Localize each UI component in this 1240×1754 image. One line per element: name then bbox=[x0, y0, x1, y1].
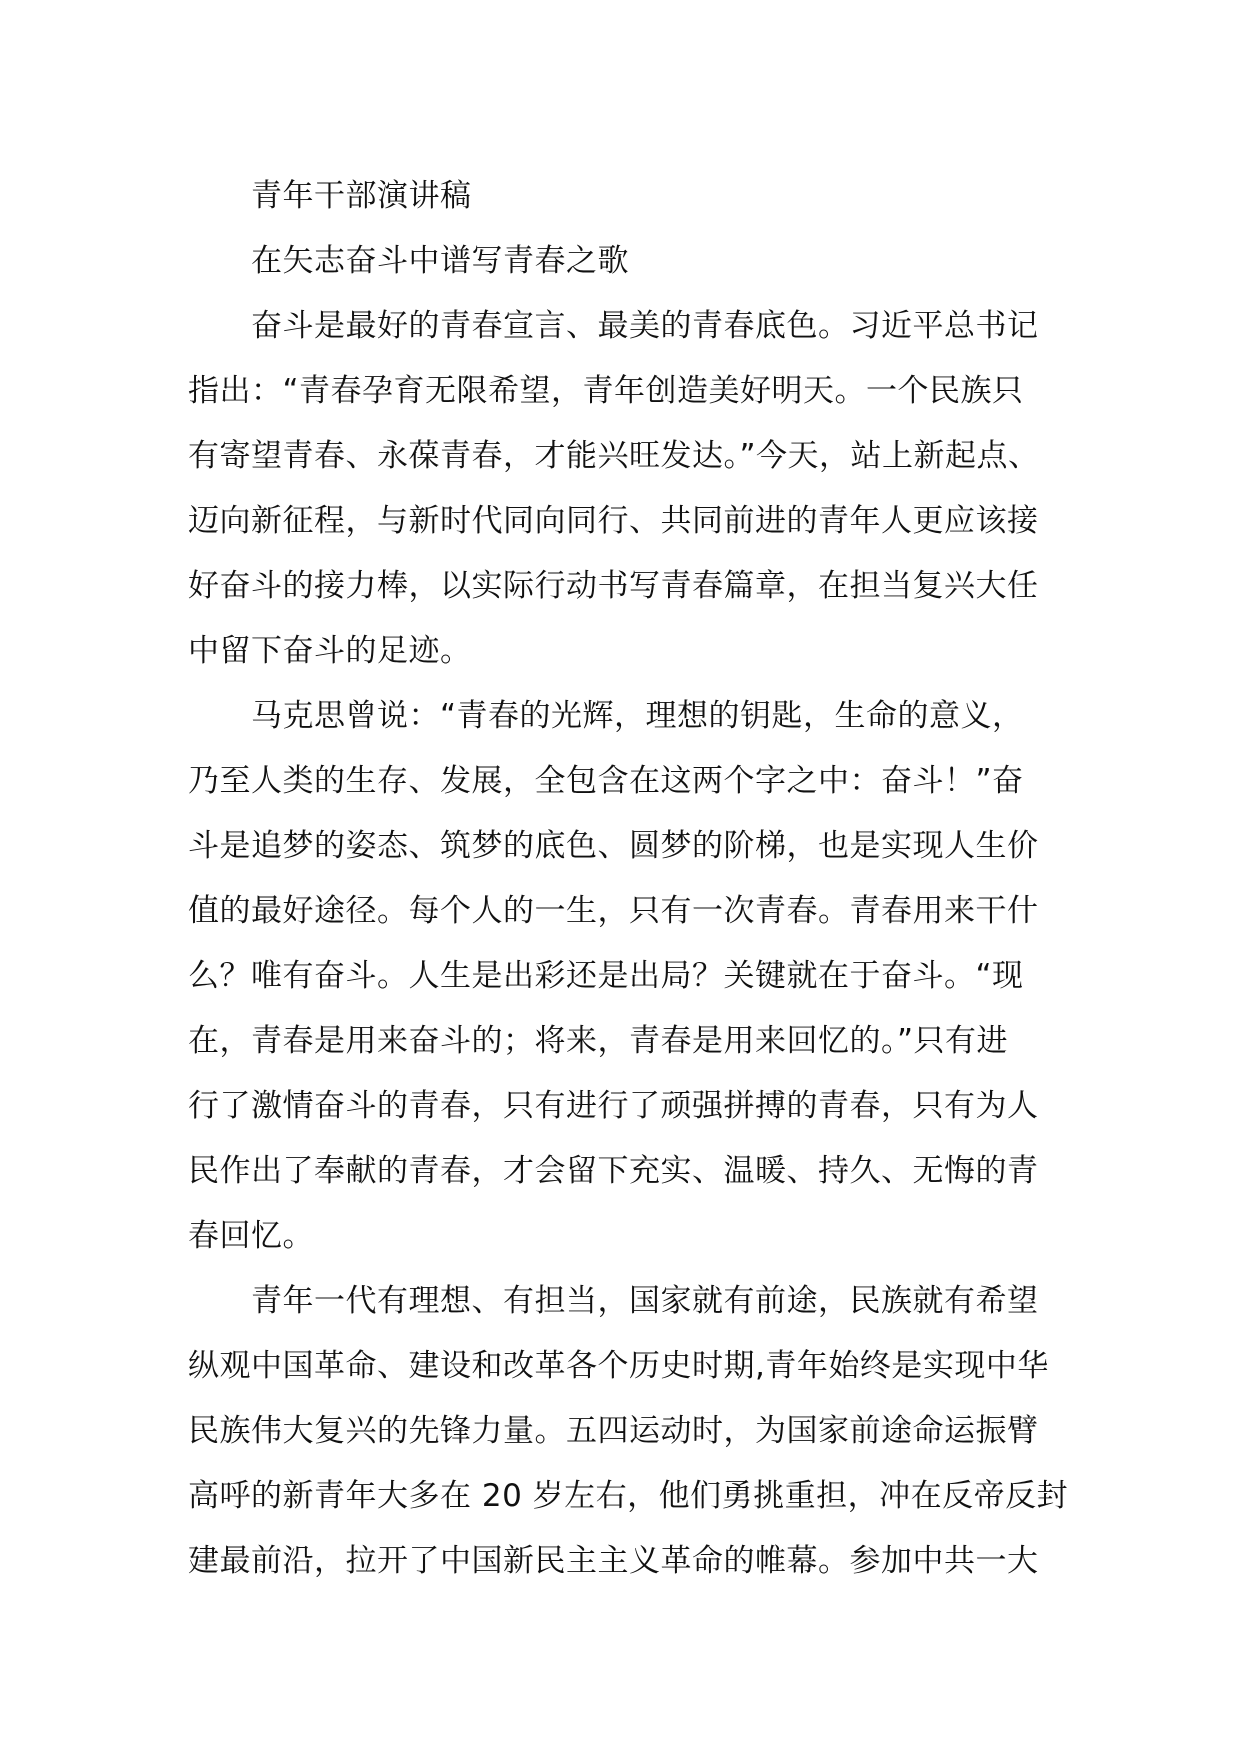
paragraph-line: 在，青春是用来奋斗的；将来，青春是用来回忆的。”只有进 bbox=[188, 1023, 1009, 1059]
paragraph-line: 民作出了奉献的青春，才会留下充实、温暖、持久、无悔的青 bbox=[188, 1153, 1039, 1189]
paragraph-line: 指出：“青春孕育无限希望，青年创造美好明天。一个民族只 bbox=[188, 373, 1024, 409]
paragraph-3 bbox=[188, 1269, 1068, 1594]
paragraph-line: 纵观中国革命、建设和改革各个历史时期,青年始终是实现中华 bbox=[188, 1348, 1049, 1384]
paragraph-line: 奋斗是最好的青春宣言、最美的青春底色。习近平总书记 bbox=[251, 308, 1039, 344]
paragraph-line: 中留下奋斗的足迹。 bbox=[188, 633, 472, 669]
paragraph-line: 好奋斗的接力棒，以实际行动书写青春篇章，在担当复兴大任 bbox=[188, 568, 1039, 604]
paragraph-line: 青年一代有理想、有担当，国家就有前途，民族就有希望 bbox=[251, 1283, 1039, 1319]
paragraph-line: 么？唯有奋斗。人生是出彩还是出局？关键就在于奋斗。“现 bbox=[188, 958, 1024, 994]
paragraph-2 bbox=[188, 684, 1068, 1269]
speech-title: 在矢志奋斗中谱写青春之歌 bbox=[251, 243, 629, 279]
document-body bbox=[188, 164, 1068, 1594]
paragraph-line: 建最前沿，拉开了中国新民主主义革命的帷幕。参加中共一大 bbox=[188, 1543, 1039, 1579]
paragraph-line: 斗是追梦的姿态、筑梦的底色、圆梦的阶梯，也是实现人生价 bbox=[188, 828, 1039, 864]
paragraph-line: 马克思曾说：“青春的光辉，理想的钥匙，生命的意义， bbox=[251, 698, 1024, 734]
paragraph-line: 春回忆。 bbox=[188, 1218, 314, 1254]
paragraph-line: 行了激情奋斗的青春，只有进行了顽强拼搏的青春，只有为人 bbox=[188, 1088, 1039, 1124]
paragraph-line: 有寄望青春、永葆青春，才能兴旺发达。”今天，站上新起点、 bbox=[188, 438, 1040, 474]
paragraph-line: 迈向新征程，与新时代同向同行、共同前进的青年人更应该接 bbox=[188, 503, 1039, 539]
paragraph-line: 高呼的新青年大多在 20 岁左右，他们勇挑重担，冲在反帝反封 bbox=[188, 1478, 1069, 1514]
paragraph-line: 值的最好途径。每个人的一生，只有一次青春。青春用来干什 bbox=[188, 893, 1039, 929]
header-title: 青年干部演讲稿 bbox=[251, 178, 472, 214]
paragraph-line: 民族伟大复兴的先锋力量。五四运动时，为国家前途命运振臂 bbox=[188, 1413, 1039, 1449]
paragraph-line: 乃至人类的生存、发展，全包含在这两个字之中：奋斗！”奋 bbox=[188, 763, 1024, 799]
paragraph-1 bbox=[188, 294, 1068, 684]
